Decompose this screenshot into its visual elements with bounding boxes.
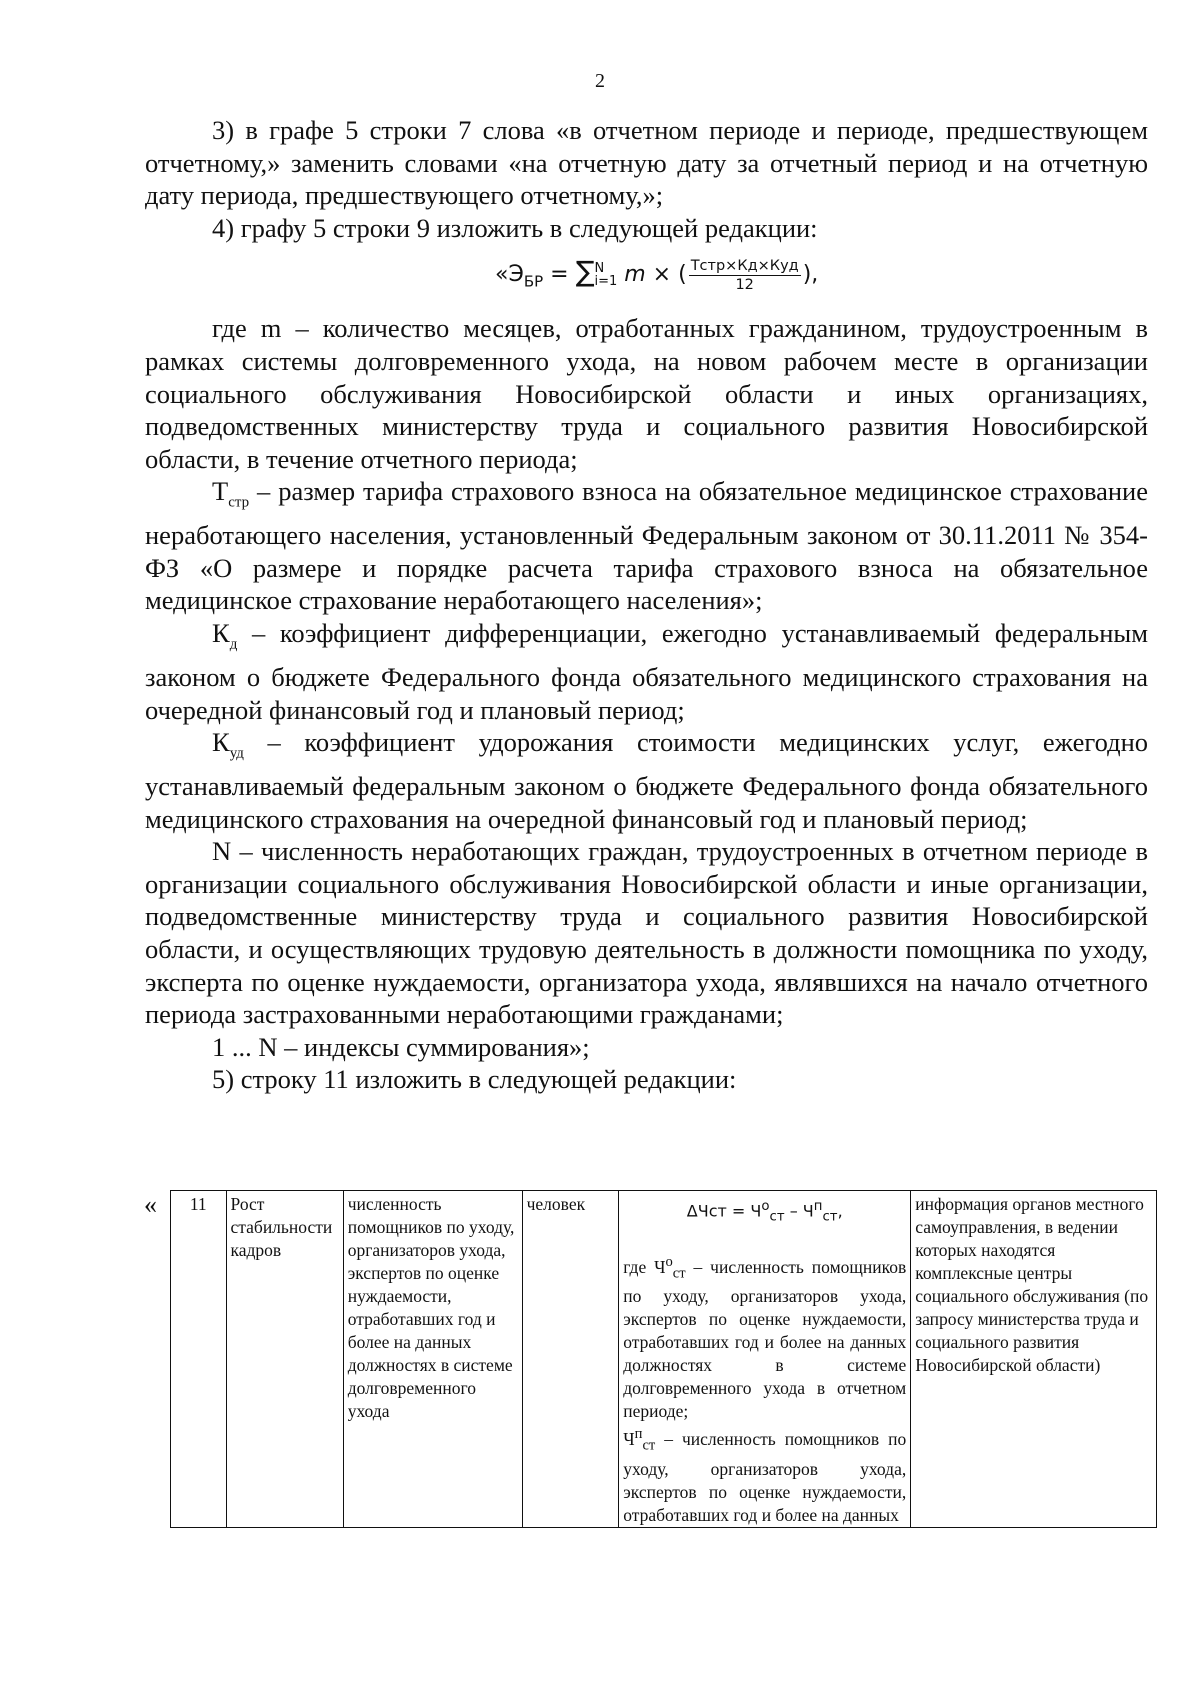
unit-of-measure: человек <box>522 1191 619 1528</box>
definition-chp: $Ч^п_{ст}$ – численность помощников по уходу, организаторов ухода, экспертов по оценке нуждаемости, отработавших год и более на данных <box>623 1426 907 1525</box>
definition-n: N – численность неработающих граждан, трудоустроенных в отчетном периоде в организации социального обслуживания Новосибирской области и иные организации, подведомственные министерству труда и социального развития Новосибирской области, и осуществляющих трудовую деятельность в должности помощника по уходу, эксперта по оценке нуждаемости, организатора ухода, являвшихся на начало отчетного периода застрахованными неработающими гражданами; <box>145 836 1148 1030</box>
table-open-quote: « <box>144 1190 157 1219</box>
formula-fraction <box>689 257 801 294</box>
definition-kd: $К_д$ – коэффициент дифференциации, ежегодно устанавливаемый федеральным законом о бюджете Федерального фонда обязательного медицинского страхования на очередной финансовый год и плановый период; <box>145 618 1148 725</box>
formula-times: × ( <box>652 262 687 288</box>
indicator-name: Рост стабильности кадров <box>226 1191 343 1528</box>
paragraph-item-4: 4) графу 5 строки 9 изложить в следующей редакции: <box>212 212 818 243</box>
row-number: 11 <box>171 1191 227 1528</box>
indicator-description: численность помощников по уходу, организаторов ухода, экспертов по оценке нуждаемости, отработавших год и более на данных должностях в системе долговременного ухода <box>343 1191 522 1528</box>
definition-cho: где $Ч^о_{ст}$ – численность помощников по уходу, организаторов ухода, экспертов по оценке нуждаемости, отработавших год и более на данных должностях в системе долговременного ухода в отчетном периоде; <box>623 1254 907 1422</box>
sum-upper: N <box>594 261 605 277</box>
formula-eq: = <box>543 262 576 288</box>
definition-m: где m – количество месяцев, отработанных гражданином, трудоустроенным в рамках системы долговременного ухода, на новом рабочем месте в организации социального обслуживания Новосибирской области и иных организациях, подведомственных министерству труда и социального развития Новосибирской области, в течение отчетного периода; <box>145 313 1148 474</box>
document-body <box>145 114 1148 1096</box>
data-source: информация органов местного самоуправления, в ведении которых находятся комплексные центры социального обслуживания (по запросу министерства труда и социального развития Новосибирской области) <box>911 1191 1157 1528</box>
formula-ebr <box>145 244 1148 312</box>
definition-indices: 1 ... N – индексы суммирования»; <box>212 1031 590 1062</box>
formula-close: ), <box>802 262 819 288</box>
formula-open: «Э <box>495 262 524 288</box>
delta-formula: $\Delta Чст = Ч^о_{ст} - Ч^п_{ст}$, <box>686 1199 843 1225</box>
formula-sub: БР <box>523 272 544 291</box>
sum-symbol: ∑ <box>575 255 595 289</box>
definition-tstr: $Т_{стр}$ – размер тарифа страхового взноса на обязательное медицинское страхование неработающего населения, установленный Федеральным законом от 30.11.2011 № 354-ФЗ «О размере и порядке расчета тарифа страхового взноса на обязательное медицинское страхование неработающего населения»; <box>145 476 1148 616</box>
sum-lower: i=1 <box>594 274 618 290</box>
indicator-table <box>170 1190 1157 1528</box>
page-number: 2 <box>595 70 605 92</box>
paragraph-item-3: 3) в графе 5 строки 7 слова «в отчетном периоде и периоде, предшествующем отчетному,» заменить словами «на отчетную дату за отчетный период и на отчетную дату периода, предшествующего отчетному,»; <box>145 115 1148 211</box>
fraction-numerator: Тстр×Кд×Куд <box>690 257 799 274</box>
calculation-method <box>619 1191 911 1528</box>
formula-m: m <box>617 262 653 288</box>
definition-kud: $К_{уд}$ – коэффициент удорожания стоимости медицинских услуг, ежегодно устанавливаемый федеральным законом о бюджете Федерального фонда обязательного медицинского страхования на очередной финансовый год и плановый период; <box>145 727 1148 834</box>
table-row <box>171 1191 1157 1528</box>
fraction-denominator: 12 <box>735 276 754 293</box>
paragraph-item-5: 5) строку 11 изложить в следующей редакции: <box>212 1064 737 1095</box>
